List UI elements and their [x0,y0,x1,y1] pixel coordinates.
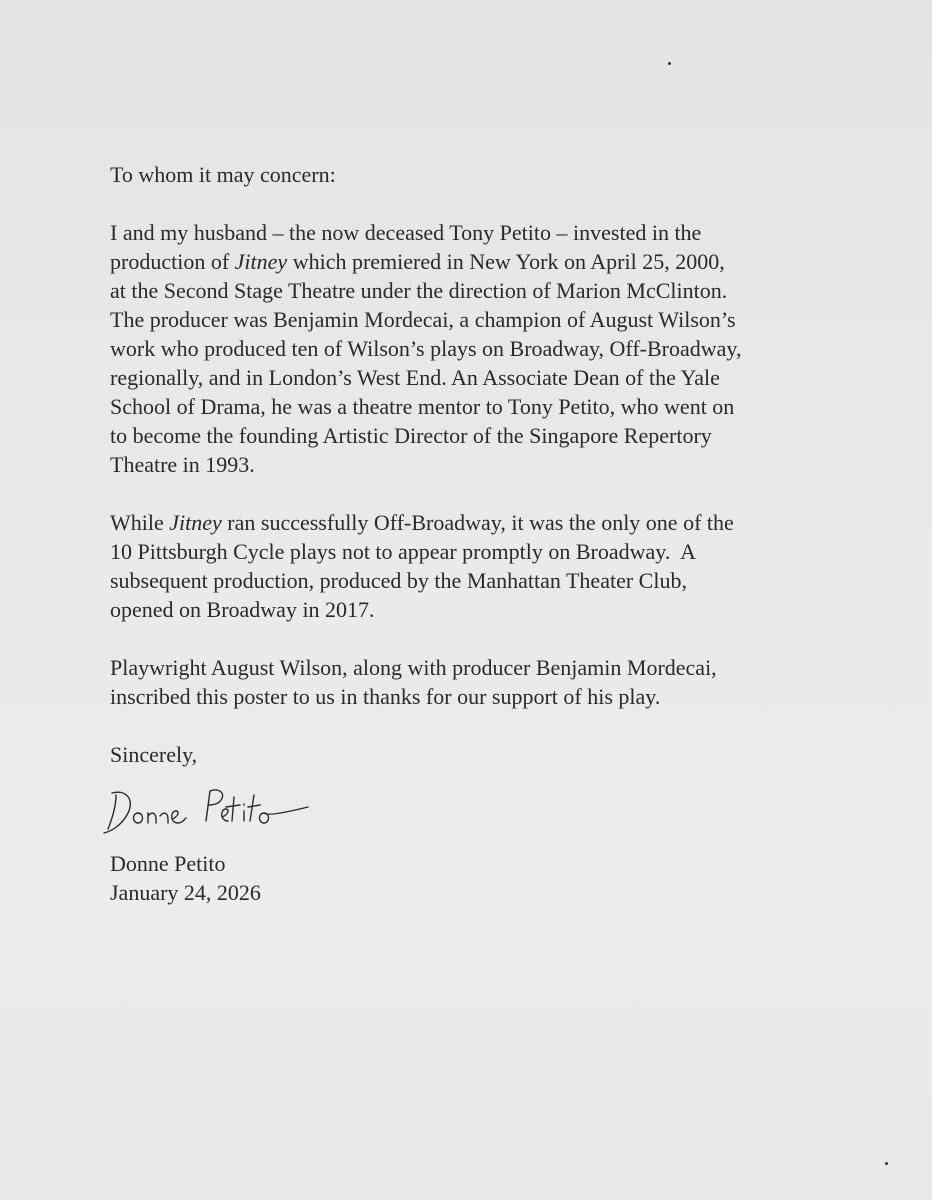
paragraph-3-line: inscribed this poster to us in thanks for our support of his play. [110,684,661,709]
signer-name: Donne Petito [110,851,226,876]
paragraph-1-line: to become the founding Artistic Director of the Singapore Repertory [110,423,712,448]
salutation: To whom it may concern: [110,162,336,187]
signature [110,783,370,845]
closing: Sincerely, [110,742,198,767]
play-title: Jitney [234,249,288,274]
paragraph-3 [110,653,830,711]
text-run: which premiered in New York on April 25, 2000, [287,249,725,274]
paragraph-3-line: Playwright August Wilson, along with producer Benjamin Mordecai, [110,655,717,680]
paragraph-2-line [110,508,830,537]
letter-date: January 24, 2026 [110,880,261,905]
text-run: While [110,510,170,535]
paragraph-2-line: 10 Pittsburgh Cycle plays not to appear promptly on Broadway. A [110,539,696,564]
paragraph-2-line: subsequent production, produced by the Manhattan Theater Club, [110,568,687,593]
paragraph-1-line: The producer was Benjamin Mordecai, a champion of August Wilson’s [110,307,736,332]
paragraph-1-line: regionally, and in London’s West End. An Associate Dean of the Yale [110,365,720,390]
paragraph-2-line: opened on Broadway in 2017. [110,597,375,622]
paragraph-1-line: at the Second Stage Theatre under the direction of Marion McClinton. [110,278,728,303]
play-title: Jitney [169,510,222,535]
paper-speck [668,62,671,65]
paragraph-1-line [110,247,830,276]
paragraph-1 [110,218,830,479]
paper-speck [885,1162,888,1165]
paragraph-1-line: work who produced ten of Wilson’s plays on Broadway, Off-Broadway, [110,336,742,361]
text-run: ran successfully Off-Broadway, it was the only one of the [221,510,734,535]
handwritten-signature [98,783,318,845]
paragraph-2 [110,508,830,624]
letter-body [110,160,830,907]
paragraph-1-line: I and my husband – the now deceased Tony Petito – invested in the [110,220,702,245]
text-run: production of [110,249,235,274]
paragraph-1-line: School of Drama, he was a theatre mentor to Tony Petito, who went on [110,394,735,419]
paragraph-1-line: Theatre in 1993. [110,452,255,477]
